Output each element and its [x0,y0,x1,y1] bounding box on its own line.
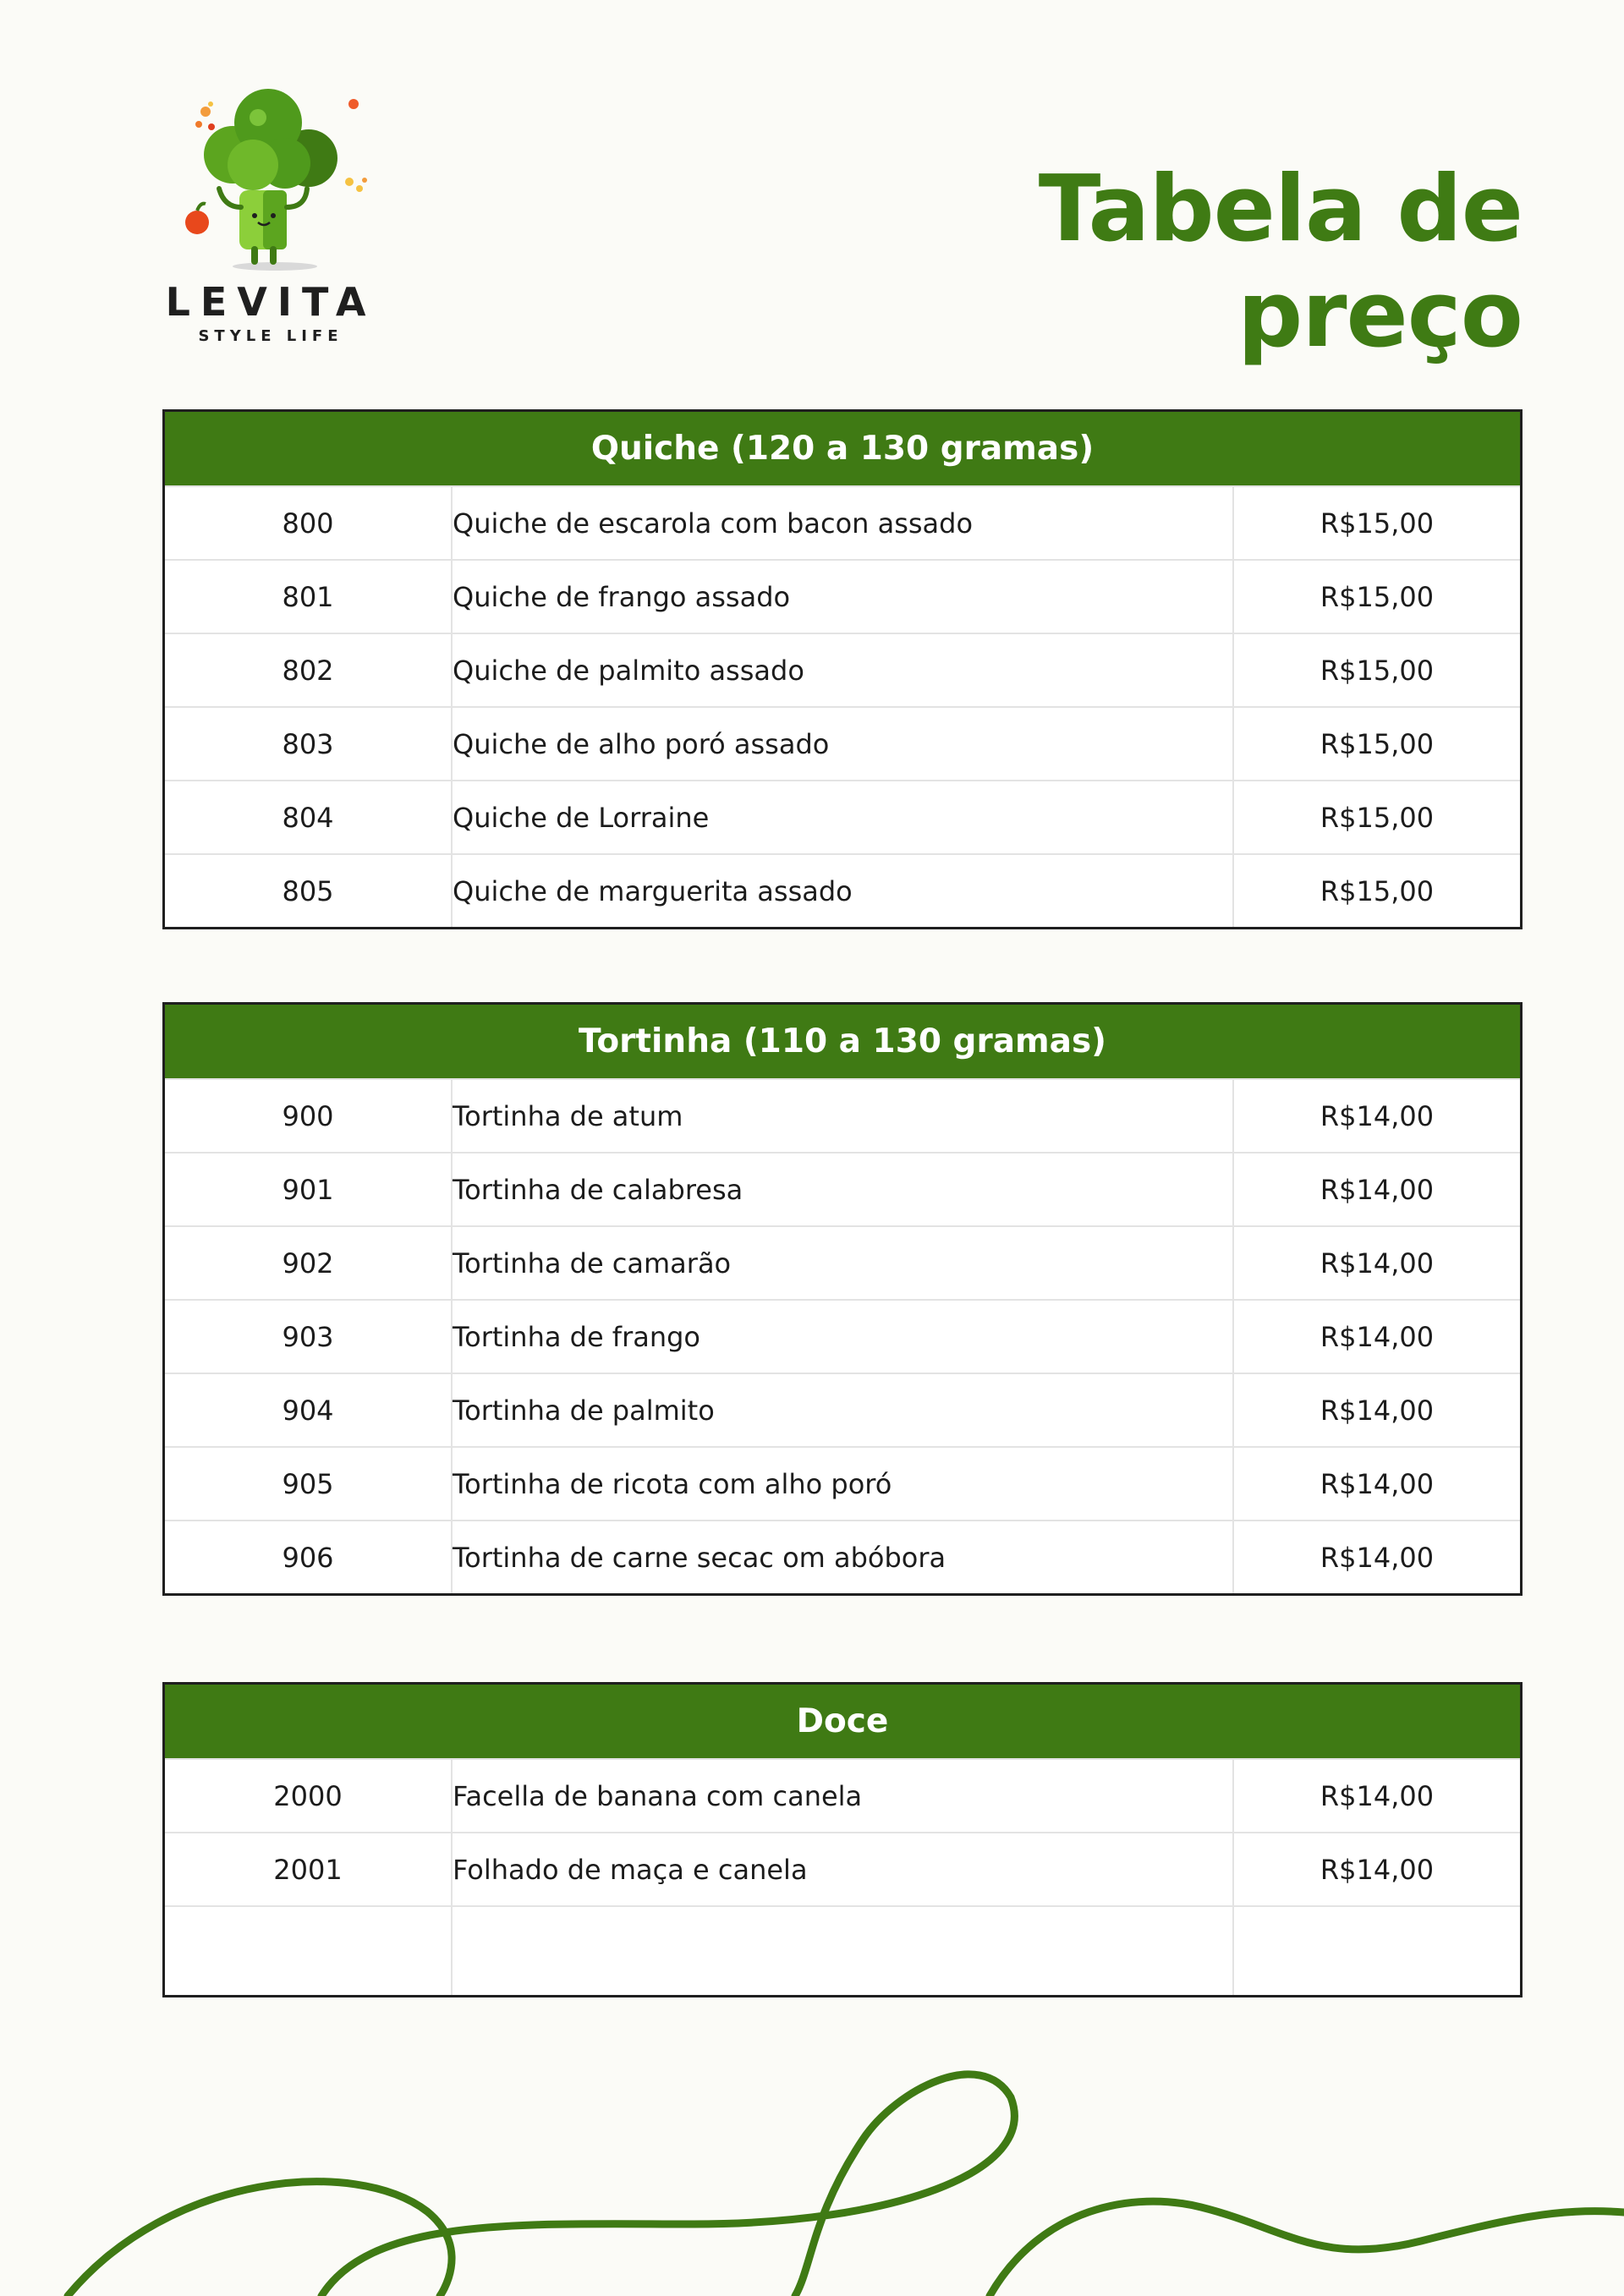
item-description: Tortinha de palmito [452,1373,1233,1447]
item-price: R$15,00 [1233,854,1522,929]
item-price: R$14,00 [1233,1833,1522,1906]
item-code: 802 [164,633,453,707]
item-description: Folhado de maça e canela [452,1833,1233,1906]
table-row [164,1153,1522,1226]
item-code: 803 [164,707,453,781]
empty-cell [1233,1906,1522,1997]
item-price: R$14,00 [1233,1153,1522,1226]
item-description: Quiche de frango assado [452,560,1233,633]
page-title: Tabela de preço [1038,156,1522,368]
item-price: R$15,00 [1233,707,1522,781]
item-code: 906 [164,1521,453,1595]
brand-tagline: STYLE LIFE [198,327,343,345]
empty-cell [164,1906,453,1997]
item-code: 804 [164,781,453,854]
item-code: 903 [164,1300,453,1373]
item-price: R$14,00 [1233,1373,1522,1447]
section-heading: Tortinha (110 a 130 gramas) [164,1004,1522,1080]
item-price: R$15,00 [1233,560,1522,633]
item-code: 801 [164,560,453,633]
table-row [164,1833,1522,1906]
table-row [164,633,1522,707]
table-row [164,707,1522,781]
table-row [164,560,1522,633]
table-row [164,1759,1522,1833]
item-price: R$14,00 [1233,1447,1522,1521]
table-row [164,1226,1522,1300]
item-description: Tortinha de camarão [452,1226,1233,1300]
table-row [164,1373,1522,1447]
item-price: R$14,00 [1233,1079,1522,1153]
item-description: Quiche de marguerita assado [452,854,1233,929]
item-code: 901 [164,1153,453,1226]
price-table-doce [162,1682,1522,1997]
item-description: Quiche de Lorraine [452,781,1233,854]
empty-cell [452,1906,1233,1997]
table-row [164,1300,1522,1373]
item-description: Quiche de palmito assado [452,633,1233,707]
item-code: 900 [164,1079,453,1153]
section-heading: Quiche (120 a 130 gramas) [164,411,1522,487]
item-price: R$15,00 [1233,633,1522,707]
price-table-tortinha [162,1002,1522,1596]
item-code: 905 [164,1447,453,1521]
table-row [164,854,1522,929]
item-price: R$14,00 [1233,1759,1522,1833]
decorative-wave-lines [0,2063,1624,2296]
brand-logo [156,80,385,351]
item-description: Quiche de alho poró assado [452,707,1233,781]
item-description: Quiche de escarola com bacon assado [452,486,1233,560]
item-code: 800 [164,486,453,560]
item-code: 902 [164,1226,453,1300]
item-description: Tortinha de carne secac om abóbora [452,1521,1233,1595]
item-price: R$15,00 [1233,486,1522,560]
item-code: 805 [164,854,453,929]
item-code: 904 [164,1373,453,1447]
table-row [164,781,1522,854]
section-heading: Doce [164,1684,1522,1760]
broccoli-icon [173,80,368,275]
table-row [164,486,1522,560]
table-row [164,1447,1522,1521]
table-row [164,1521,1522,1595]
item-code: 2000 [164,1759,453,1833]
item-price: R$14,00 [1233,1300,1522,1373]
item-description: Tortinha de frango [452,1300,1233,1373]
item-code: 2001 [164,1833,453,1906]
price-table-quiche [162,409,1522,929]
item-description: Tortinha de calabresa [452,1153,1233,1226]
empty-row [164,1906,1522,1997]
item-price: R$14,00 [1233,1226,1522,1300]
item-price: R$14,00 [1233,1521,1522,1595]
item-description: Tortinha de atum [452,1079,1233,1153]
item-description: Facella de banana com canela [452,1759,1233,1833]
item-description: Tortinha de ricota com alho poró [452,1447,1233,1521]
table-row [164,1079,1522,1153]
item-price: R$15,00 [1233,781,1522,854]
brand-name: LEVITA [165,279,376,325]
